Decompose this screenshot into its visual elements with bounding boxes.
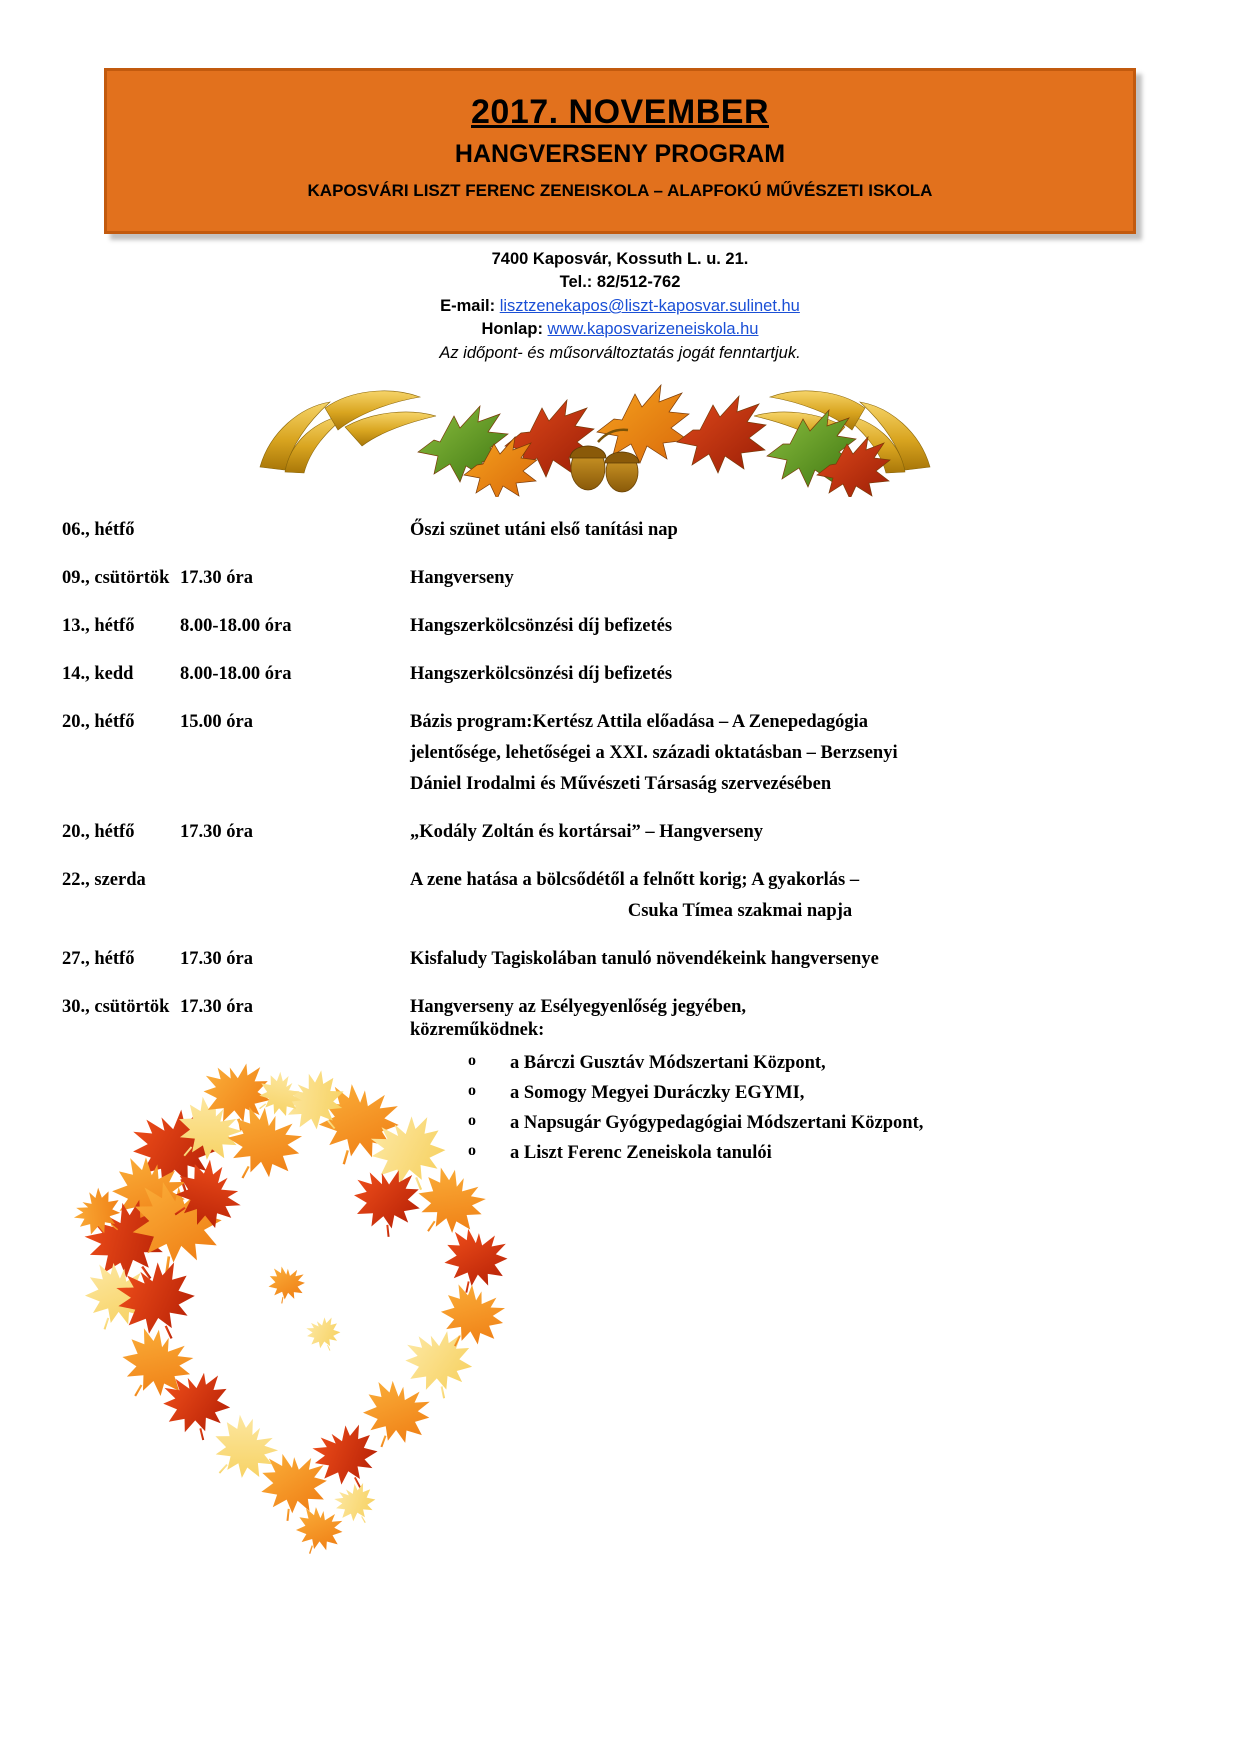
bullet-icon: o — [468, 1112, 476, 1130]
program-row-6 — [0, 822, 1240, 843]
list-item — [468, 1141, 1190, 1165]
contact-phone: Tel.: 82/512-762 — [559, 273, 681, 292]
program-description — [410, 949, 1240, 970]
contact-web-label: Honlap — [481, 320, 538, 339]
program-description-line: Hangverseny — [410, 568, 514, 588]
program-row-7 — [0, 870, 1240, 922]
contact-block — [0, 248, 1240, 365]
program-row-1 — [0, 520, 1240, 541]
program-row-2 — [0, 568, 1240, 589]
program-description-line: Bázis program:Kertész Attila előadása – A Zenepedagógia — [410, 712, 869, 732]
autumn-leaves-banner-icon — [230, 372, 960, 497]
program-description-line: Kisfaludy Tagiskolában tanuló növendékeink hangversenye — [410, 949, 879, 969]
program-date: 13., hétfő — [62, 616, 135, 636]
program-time: 8.00-18.00 óra — [180, 664, 292, 684]
program-description — [410, 520, 1240, 541]
program-time: 17.30 óra — [180, 568, 253, 588]
contact-email-link[interactable]: lisztzenekapos@liszt-kaposvar.sulinet.hu — [499, 296, 800, 315]
program-row-5 — [0, 712, 1240, 795]
program-time: 15.00 óra — [180, 712, 253, 732]
program-row-3 — [0, 616, 1240, 637]
program-description — [410, 616, 1240, 637]
program-time: 17.30 óra — [180, 949, 253, 969]
program-time: 8.00-18.00 óra — [180, 616, 292, 636]
program-description-line: Hangszerkölcsönzési díj befizetés — [410, 616, 673, 636]
program-description-line: Hangverseny az Esélyegyenlőség jegyében, — [410, 997, 747, 1017]
contact-web-link[interactable]: www.kaposvarizeneiskola.hu — [547, 320, 759, 339]
program-description-line: Csuka Tímea szakmai napja — [627, 901, 853, 921]
contact-address: 7400 Kaposvár, Kossuth L. u. 21. — [491, 250, 749, 268]
program-date: 20., hétfő — [62, 712, 135, 732]
contact-email-line — [0, 295, 1240, 318]
program-time: 17.30 óra — [180, 997, 253, 1017]
program-row-9 — [0, 997, 1240, 1171]
page-subtitle: HANGVERSENY PROGRAM — [454, 140, 786, 169]
program-description — [410, 997, 1240, 1171]
program-date: 06., hétfő — [62, 520, 135, 540]
contact-web-line: Honlap: www.kaposvarizeneiskola.hu — [481, 320, 759, 339]
program-date: 20., hétfő — [62, 822, 135, 842]
bullet-icon: o — [468, 1082, 476, 1100]
program-date: 30., csütörtök — [62, 997, 170, 1017]
program-description-line: A zene hatása a bölcsődétől a felnőtt korig; A gyakorlás – — [410, 870, 860, 890]
list-item — [468, 1051, 1190, 1075]
program-description — [410, 870, 1240, 922]
list-item — [468, 1111, 1190, 1135]
program-list — [0, 520, 1240, 1198]
program-sublist — [410, 1051, 1190, 1165]
program-date: 22., szerda — [62, 870, 146, 890]
program-description-line: Dániel Irodalmi és Művészeti Társaság szervezésében — [410, 774, 832, 794]
program-row-4 — [0, 664, 1240, 685]
program-time: 17.30 óra — [180, 822, 253, 842]
program-description-line: jelentősége, lehetőségei a XXI. századi oktatásban – Berzsenyi — [410, 743, 898, 763]
program-description — [410, 664, 1240, 685]
program-date: 14., kedd — [62, 664, 134, 684]
header-banner — [104, 68, 1136, 234]
list-item-label: a Somogy Megyei Duráczky EGYMI, — [510, 1083, 805, 1104]
contact-disclaimer: Az időpont- és műsorváltoztatás jogát fenntartjuk. — [439, 343, 801, 362]
school-name: KAPOSVÁRI LISZT FERENC ZENEISKOLA – ALAPFOKÚ MŰVÉSZETI ISKOLA — [307, 180, 933, 200]
program-description-line: „Kodály Zoltán és kortársai” – Hangverseny — [410, 822, 764, 842]
page-title: 2017. NOVEMBER — [471, 93, 769, 131]
header-banner-box — [104, 68, 1136, 234]
program-description — [410, 712, 1240, 795]
bullet-icon: o — [468, 1052, 476, 1069]
bullet-icon: o — [468, 1142, 476, 1160]
program-description-line: Hangszerkölcsönzési díj befizetés — [410, 664, 673, 684]
contact-email-label: E-mail: — [440, 296, 496, 315]
program-description-line: Őszi szünet utáni első tanítási nap — [410, 520, 678, 540]
list-item-label: a Bárczi Gusztáv Módszertani Központ, — [510, 1053, 826, 1073]
list-item — [468, 1081, 1190, 1105]
list-item-label: a Liszt Ferenc Zeneiskola tanulói — [510, 1143, 772, 1164]
program-description — [410, 568, 1240, 589]
list-item-label: a Napsugár Gyógypedagógiai Módszertani Központ, — [510, 1113, 924, 1134]
program-date: 09., csütörtök — [62, 568, 170, 588]
program-description — [410, 822, 1240, 843]
program-row-8 — [0, 949, 1240, 970]
program-date: 27., hétfő — [62, 949, 135, 969]
program-description-line: közreműködnek: — [410, 1020, 545, 1040]
